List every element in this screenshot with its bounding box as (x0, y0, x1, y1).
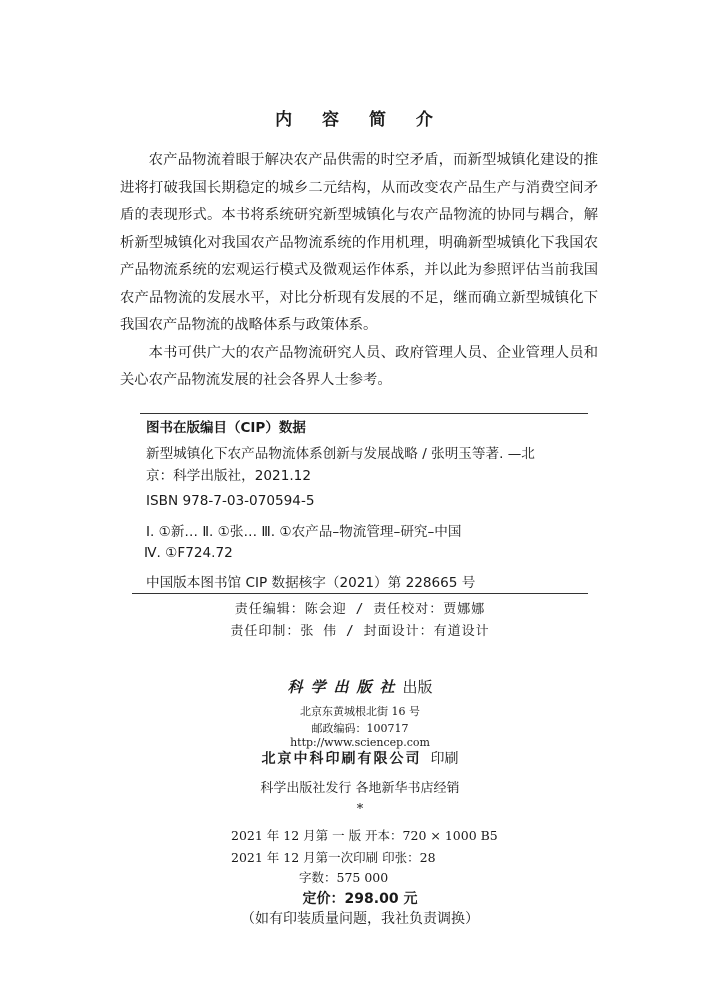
publisher-url: http://www.sciencep.com (290, 736, 430, 749)
cip-record-number: 中国版本图书馆 CIP 数据核字（2021）第 228665 号 (146, 575, 476, 591)
publisher-address: 北京东黄城根北街 16 号 (300, 705, 420, 718)
intro-paragraph-1: 农产品物流着眼于解决农产品供需的时空矛盾，而新型城镇化建设的推进将打破我国长期稳定的城乡二元结构，从而改变农产品生产与消费空间矛盾的表现形式。本书将系统研究新型城镇化与农产品物流的协同与耦合，解析新型城镇化对我国农产品物流系统的作用机理，明确新型城镇化下我国农产品物流系统的宏观运行模式及微观运作体系，并以此为参照评估当前我国农产品物流的发展水平，对比分析现有发展的不足，继而确立新型城镇化下我国农产品物流的战略体系与政策体系。 (120, 152, 598, 333)
editors-line-1: 责任编辑：陈会迎 / 责任校对：贾娜娜 (234, 602, 486, 617)
cip-classification-1: Ⅰ. ①新… Ⅱ. ①张… Ⅲ. ①农产品–物流管理–研究–中国 (146, 524, 462, 540)
intro-heading: 内 容 简 介 (275, 110, 445, 130)
cip-title-line-2: 京：科学出版社，2021.12 (146, 468, 311, 484)
edition-line: 2021 年 12 月第 一 版 开本：720 × 1000 B5 (231, 828, 498, 843)
cip-heading: 图书在版编目（CIP）数据 (146, 420, 306, 436)
publisher-line (0, 676, 720, 697)
publisher-postcode: 邮政编码：100717 (311, 722, 409, 735)
printer-line (0, 748, 720, 768)
publisher-logo-text: 科学出版社 (287, 678, 403, 696)
quality-notice: （如有印装质量问题，我社负责调换） (241, 911, 479, 927)
price: 定价：298.00 元 (302, 891, 418, 907)
publisher-suffix: 出版 (402, 678, 433, 696)
cip-bottom-rule (132, 593, 588, 594)
cip-top-rule (140, 413, 588, 414)
word-count: 字数：575 000 (299, 870, 389, 885)
cip-isbn: ISBN 978-7-03-070594-5 (146, 493, 315, 509)
intro-body (120, 147, 598, 395)
intro-paragraph-2: 本书可供广大的农产品物流研究人员、政府管理人员、企业管理人员和关心农产品物流发展的社会各界人士参考。 (120, 344, 598, 388)
printer-suffix: 印刷 (430, 751, 459, 767)
printing-line: 2021 年 12 月第一次印刷 印张：28 (231, 850, 436, 865)
cip-title-line-1: 新型城镇化下农产品物流体系创新与发展战略 / 张明玉等著. —北 (146, 446, 535, 462)
cip-classification-2: Ⅳ. ①F724.72 (144, 545, 233, 561)
separator-star: * (356, 802, 364, 817)
printer-name: 北京中科印刷有限公司 (261, 751, 422, 767)
editors-line-2: 责任印制：张 伟 / 封面设计：有道设计 (230, 624, 490, 639)
distribution-line: 科学出版社发行 各地新华书店经销 (260, 781, 460, 796)
